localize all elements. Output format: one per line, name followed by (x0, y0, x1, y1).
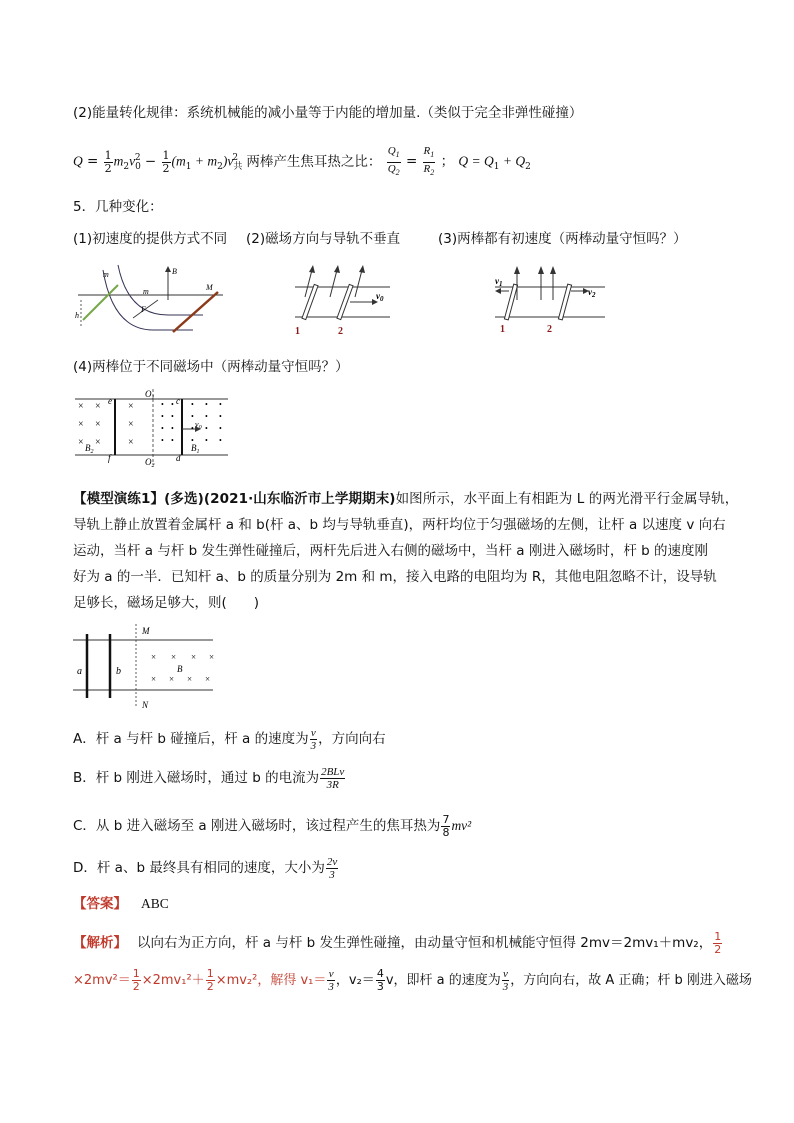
heat-sum: Q = Q (458, 153, 494, 169)
field-cross-mark: × (128, 437, 134, 448)
variation-4: (4)两棒位于不同磁场中（两棒动量守恒吗？） (73, 359, 349, 375)
field-cross-mark: × (95, 401, 101, 412)
q-ratio: $\frac{Q_1}{Q_2}$ (387, 145, 400, 177)
rod-brown (173, 292, 218, 332)
field-cross-mark: × (171, 652, 177, 662)
variation-2: (2)磁场方向与导轨不垂直 (246, 231, 401, 247)
fig4-O2: $O_2$ (145, 457, 155, 467)
figure-tilted-field (290, 262, 400, 337)
fig4-f: f (108, 453, 111, 463)
field-cross-mark: × (95, 419, 101, 430)
option-b: B．杆 b 刚进入磁场时，通过 b 的电流为 $\frac{\text{2BLv}}{3R}$ (73, 765, 345, 791)
field-dot-mark: • (161, 400, 164, 409)
fig1-label-h: h (75, 311, 79, 320)
formula-half-1: $\frac{1}{2}$ (104, 148, 112, 175)
problem-line-5: 足够长，磁场足够大，则( ) (73, 595, 260, 611)
figure-two-fields (73, 387, 233, 467)
formula-eq: = (87, 153, 99, 170)
fig4-O1: $O_1$ (145, 389, 155, 401)
r-ratio: $\frac{R_1}{R_2}$ (423, 145, 435, 177)
problem-line-3: 运动，当杆 a 与杆 b 发生弹性碰撞后，两杆先后进入右侧的磁场中，当杆 a 刚进入磁场时，杆 b 的速度刚 (73, 543, 709, 559)
field-cross-mark: × (191, 652, 197, 662)
field-dot-mark: • (205, 424, 208, 433)
field-dot-mark: • (171, 436, 174, 445)
analysis-label: 【解析】 (73, 935, 127, 951)
field-dot-mark: • (191, 412, 194, 421)
field-dot-mark: • (161, 424, 164, 433)
formula-half-2: $\frac{1}{2}$ (162, 148, 170, 175)
field-dot-mark: • (191, 424, 194, 433)
field-dot-mark: • (171, 412, 174, 421)
field-dot-mark: • (161, 436, 164, 445)
field-dot-mark: • (171, 400, 174, 409)
field-cross-mark: × (128, 419, 134, 430)
field-cross-mark: × (95, 437, 101, 448)
field-cross-mark: × (209, 652, 215, 662)
option-c: C．从 b 进入磁场至 a 刚进入磁场时，该过程产生的焦耳热为 $\frac{7}{8}$ mv² (73, 812, 472, 839)
fig2-label-2: 2 (338, 326, 343, 337)
fig4-B2: $B_2$ (85, 443, 94, 455)
answer-label: 【答案】 (73, 896, 127, 912)
problem-line-1: 【模型演练1】(多选)(2021·山东临沂市上学期期末)如图所示，水平面上有相距为 L 的两光滑平行金属导轨， (73, 491, 739, 507)
field-cross-mark: × (187, 674, 193, 684)
fig4-d: d (176, 453, 181, 463)
field-dot-mark: • (219, 436, 222, 445)
option-a: A．杆 a 与杆 b 碰撞后，杆 a 的速度为 $\frac{v}{3}$ ，方向向右 (73, 726, 386, 752)
option-d: D．杆 a、b 最终具有相同的速度，大小为 $\frac{2v}{3}$ (73, 855, 338, 881)
fig5-a: a (77, 666, 82, 677)
field-cross-mark: × (151, 674, 157, 684)
problem-title: 【模型演练1】(多选)(2021·山东临沂市上学期期末) (73, 491, 396, 507)
variation-1: (1)初速度的提供方式不同 (73, 231, 228, 247)
field-dot-mark: • (191, 400, 194, 409)
field-cross-mark: × (128, 401, 134, 412)
answer-value: ABC (141, 896, 169, 911)
figure-curved-track (73, 260, 233, 340)
fig5-M: M (142, 626, 150, 636)
field-cross-mark: × (169, 674, 175, 684)
fig1-label-m1: m (103, 270, 109, 279)
fig3-v1: $v_1$ (495, 276, 503, 288)
ratio-label: 两棒产生焦耳热之比： (246, 153, 382, 170)
answer-line (73, 894, 169, 914)
energy-rule-text: (2)能量转化规律：系统机械能的减小量等于内能的增加量.（类似于完全非弹性碰撞） (73, 105, 583, 121)
field-dot-mark: • (205, 436, 208, 445)
fig2-v0: $v_0$ (376, 291, 384, 303)
field-cross-mark: × (78, 419, 84, 430)
fig4-v0: $v_0$ (195, 420, 202, 431)
field-dot-mark: • (191, 436, 194, 445)
fig1-label-M: M (206, 283, 213, 292)
fig3-label-2: 2 (547, 324, 552, 335)
fig2-label-1: 1 (295, 326, 300, 337)
fig5-B: B (177, 664, 183, 674)
fig3-v2: $v_2$ (588, 287, 596, 299)
field-cross-mark: × (78, 401, 84, 412)
fig1-label-m2: m (143, 287, 149, 296)
analysis-line-2: ×2mv²＝ $\frac{1}{2}$ ×2mv₁²＋ $\frac{1}{2}$ ×mv₂²，解得 v₁＝ $\frac{v}{3}$ ，v₂＝ $\frac{4}{3}$ v，即杆 a 的速度为 $\frac{v}{3}$ ，方向向右，故 A 正确；杆 b 刚进入磁场 (73, 967, 752, 993)
figure-problem-rods (73, 622, 218, 712)
field-dot-mark: • (161, 412, 164, 421)
fig3-label-1: 1 (500, 324, 505, 335)
rod-2 (558, 284, 571, 320)
field-dot-mark: • (171, 424, 174, 433)
field-dot-mark: • (219, 400, 222, 409)
field-dot-mark: • (219, 412, 222, 421)
field-dot-mark: • (205, 400, 208, 409)
fig1-label-F: F (141, 305, 146, 314)
section-5-heading: 5．几种变化： (73, 199, 163, 215)
field-cross-mark: × (151, 652, 157, 662)
fig1-label-B: B (172, 267, 177, 276)
joule-heat-formula: Q = $\frac{1}{2}$ $m_2v_0^2$ − $\frac{1}{2}$ $(m_1 + m_2)v_共^2$ 两棒产生焦耳热之比： $\frac{Q_1}{Q_2}$ = $\frac{R_1}{R_2}$ ； $Q = Q_1 + Q_2$ (73, 145, 531, 177)
rod-1 (302, 284, 318, 319)
rod-1 (504, 284, 517, 320)
fig4-B1: $B_1$ (191, 443, 200, 455)
figure-two-initial-velocities (495, 262, 610, 337)
fig4-c: c (176, 396, 180, 406)
variation-3: (3)两棒都有初速度（两棒动量守恒吗？） (438, 231, 687, 247)
analysis-line-1: 【解析】 以向右为正方向，杆 a 与杆 b 发生弹性碰撞，由动量守恒和机械能守恒得 2mv＝2mv₁＋mv₂， $\frac{1}{2}$ (73, 929, 722, 956)
field-cross-mark: × (205, 674, 211, 684)
problem-line-2: 导轨上静止放置着金属杆 a 和 b(杆 a、b 均与导轨垂直)，两杆均位于匀强磁场的左侧，让杆 a 以速度 v 向右 (73, 517, 726, 533)
formula-q: Q (73, 153, 83, 169)
fig5-N: N (142, 700, 149, 710)
problem-line-4: 好为 a 的一半．已知杆 a、b 的质量分别为 2m 和 m，接入电路的电阻均为 R，其他电阻忽略不计，设导轨 (73, 569, 717, 585)
fig4-e: e (108, 396, 112, 406)
field-dot-mark: • (219, 424, 222, 433)
field-dot-mark: • (205, 412, 208, 421)
field-cross-mark: × (78, 437, 84, 448)
fig5-b: b (116, 666, 121, 677)
